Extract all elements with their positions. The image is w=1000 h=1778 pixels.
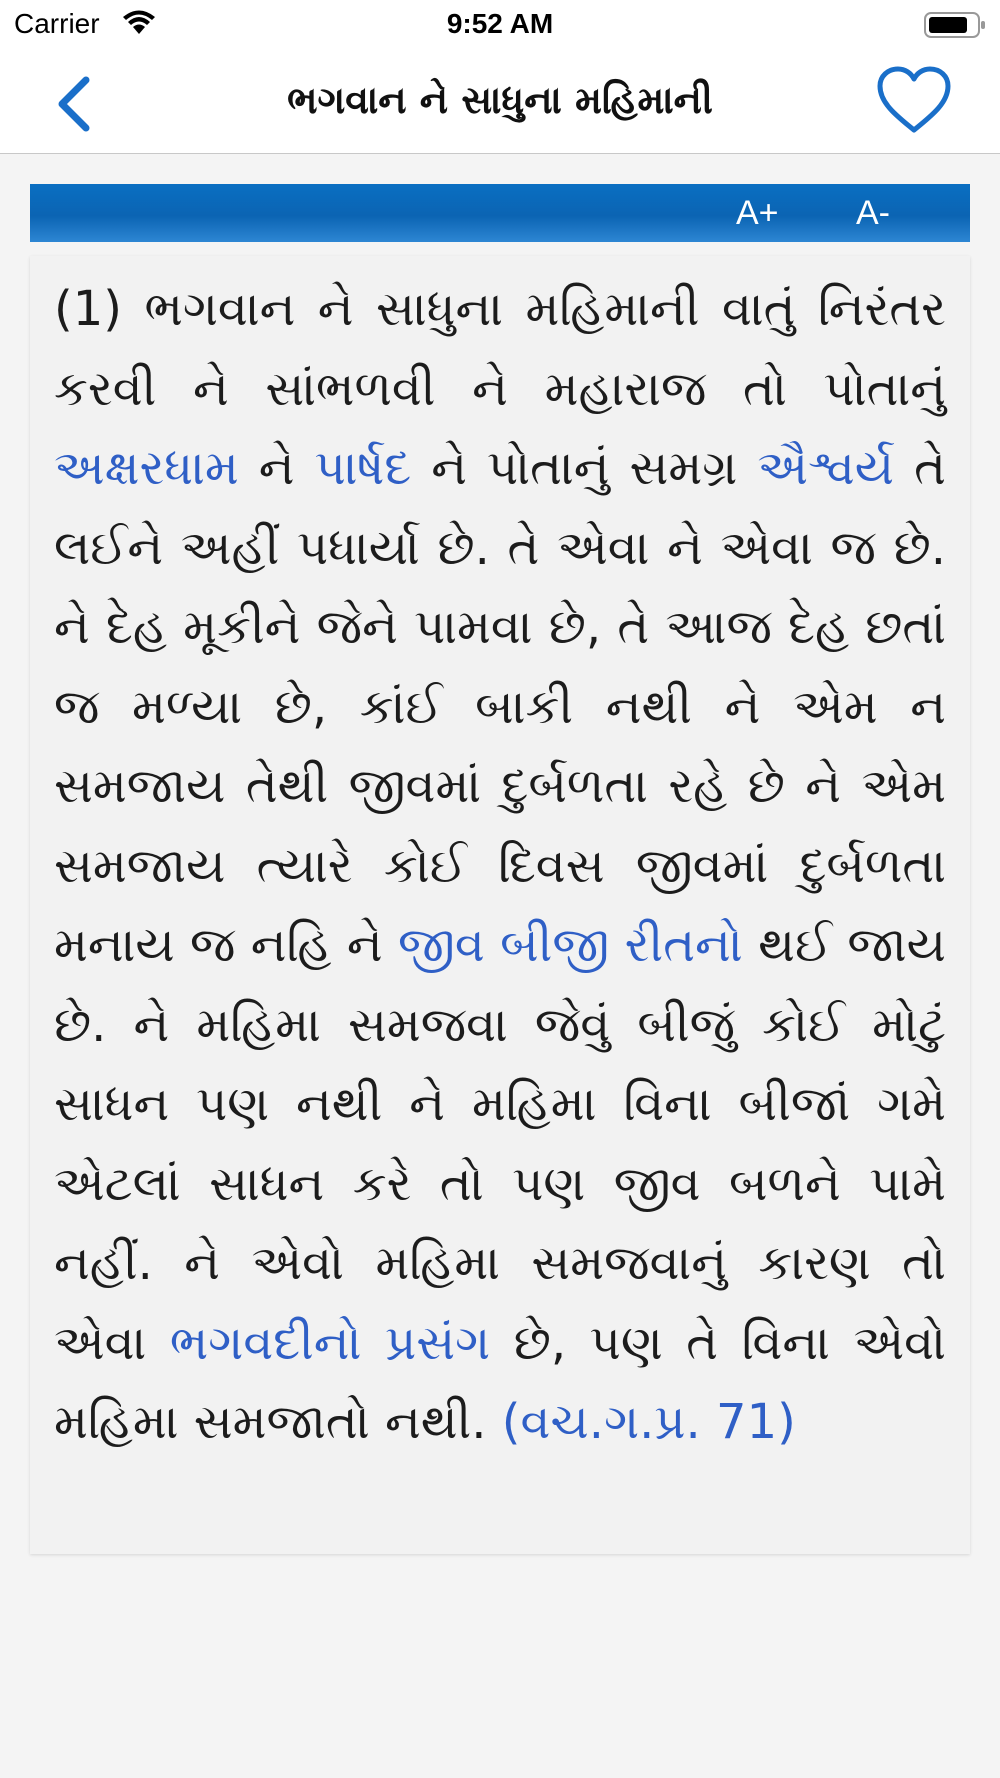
increase-font-button[interactable]: A+ xyxy=(736,194,779,232)
page-title: ભગવાન ને સાધુના મહિમાની xyxy=(287,78,713,122)
font-size-toolbar xyxy=(30,184,970,242)
verse-segment: થઈ જાય છે. ને મહિમા સમજવા જેવું બીજું કોઈ મોટું સાધન પણ નથી ને મહિમા વિના બીજાં ગમે એટલાં સાધન કરે તો પણ જીવ બળને પામે નહીં. ને એવો મહિમા સમજવાનું કારણ તો એવા xyxy=(54,917,946,1371)
verse-segment: (1) ભગવાન ને સાધુના મહિમાની વાતું નિરંતર કરવી ને સાંભળવી ને મહારાજ તો પોતાનું xyxy=(54,281,946,417)
reference-link[interactable]: જીવ બીજી રીતનો xyxy=(397,917,743,973)
reference-link[interactable]: ભગવદીનો પ્રસંગ xyxy=(169,1314,491,1371)
verse-segment: ને xyxy=(238,440,315,496)
content-card xyxy=(30,256,970,1554)
verse-segment: છે, પણ તે વિના એવો મહિમા સમજાતો નથી. xyxy=(54,1314,947,1450)
back-chevron-icon[interactable] xyxy=(46,72,106,132)
status-time: 9:52 AM xyxy=(446,8,554,39)
verse-text xyxy=(54,270,946,1463)
navigation-bar xyxy=(0,50,1000,154)
reference-link[interactable]: ઐશ્વર્ય xyxy=(757,440,895,496)
reference-link[interactable]: અક્ષરધામ xyxy=(54,440,239,496)
reference-link[interactable]: પાર્ષદ xyxy=(314,440,412,496)
decrease-font-button[interactable]: A- xyxy=(856,194,890,232)
status-bar xyxy=(0,0,1000,50)
verse-segment: ને પોતાનું સમગ્ર xyxy=(411,440,758,496)
battery-icon xyxy=(924,11,986,39)
carrier-label: Carrier xyxy=(14,8,100,39)
reference-link[interactable]: (વચ.ગ.પ્ર. 71) xyxy=(501,1394,796,1450)
verse-segment: તે લઈને અહીં પધાર્યા છે. તે એવા ને એવા જ છે. ને દેહ મૂકીને જેને પામવા છે, તે આજ દેહ છતાં જ મળ્યા છે, કાંઈ બાકી નથી ને એમ ન સમજાય તેથી જીવમાં દુર્બળતા રહે છે ને એમ સમજાય ત્યારે કોઈ દિવસ જીવમાં દુર્બળતા મનાય જ નહિ ને xyxy=(54,440,946,973)
heart-icon[interactable] xyxy=(876,66,952,136)
